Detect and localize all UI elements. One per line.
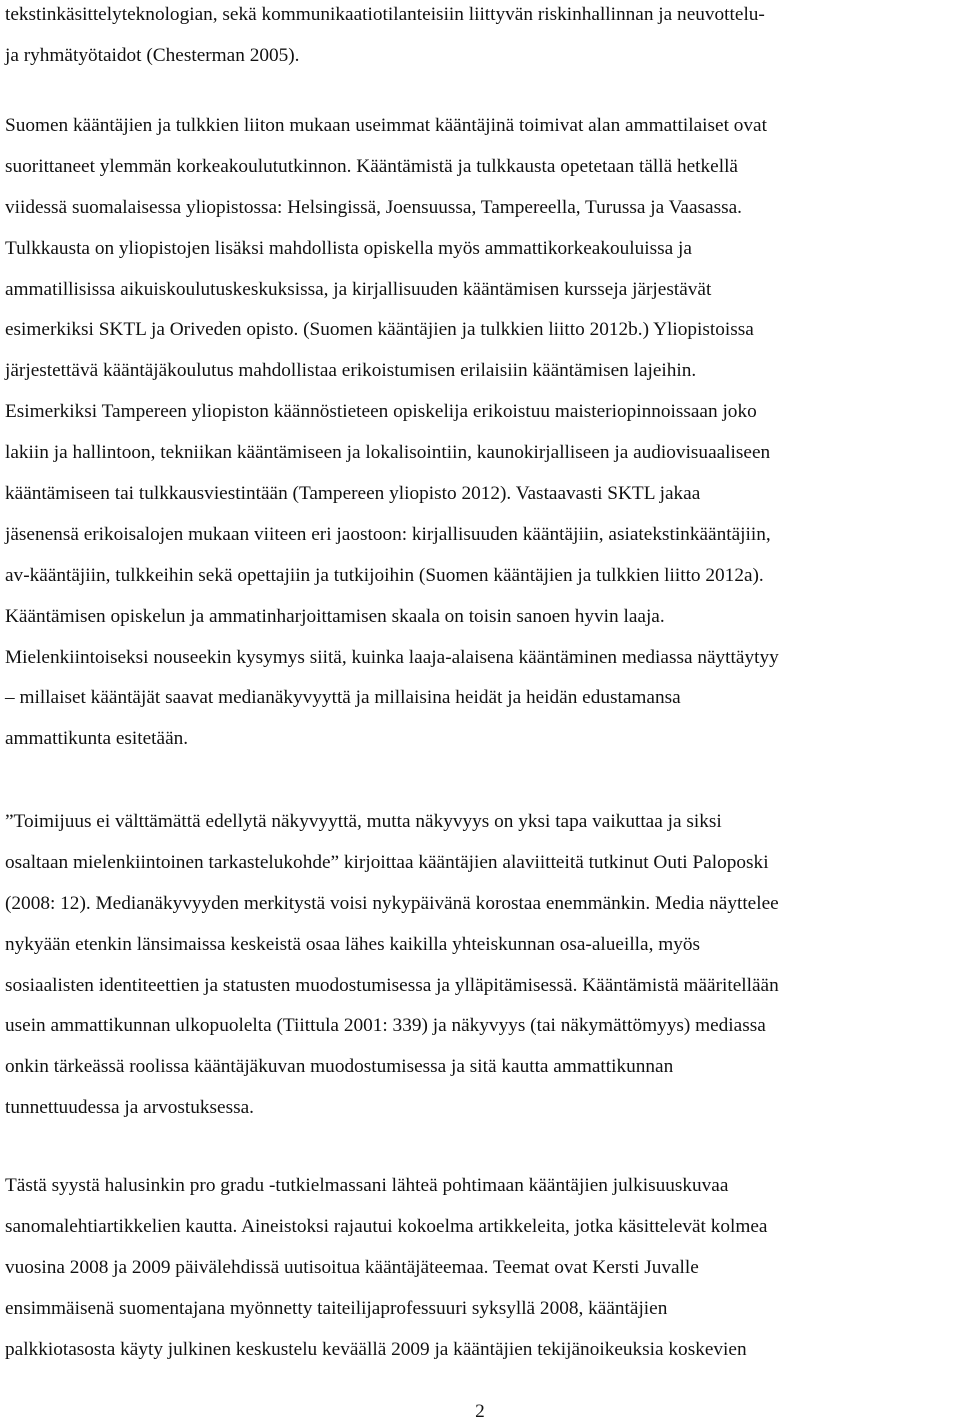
text-line: (2008: 12). Medianäkyvyyden merkitystä voisi nykypäivänä korostaa enemmänkin. Media näyttelee [5,892,779,914]
text-line: nykyään etenkin länsimaissa keskeistä osaa lähes kaikilla yhteiskunnan osa-alueilla, myös [5,933,701,955]
text-line: tunnettuudessa ja arvostuksessa. [5,1097,254,1119]
text-line: Esimerkiksi Tampereen yliopiston käännöstieteen opiskelija erikoistuu maisteriopinnoissaan joko [5,401,757,423]
paragraph-1 [5,0,957,77]
text-line: osaltaan mielenkiintoinen tarkastelukohde” kirjoittaa kääntäjien alaviitteitä tutkinut Outi Paloposki [5,851,769,873]
text-line: Tästä syystä halusinkin pro gradu -tutkielmassani lähteä pohtimaan kääntäjien julkisuuskuvaa [5,1175,729,1196]
text-line: esimerkiksi SKTL ja Oriveden opisto. (Suomen kääntäjien ja tulkkien liitto 2012b.) Yliopistoissa [5,319,754,341]
text-line: ammattikunta esitetään. [5,728,189,750]
text-line: sanomalehtiartikkelien kautta. Aineistoksi rajautui kokoelma artikkeleita, jotka käsittelevät kolmea [5,1215,768,1237]
text-line: jäsenensä erikoisalojen mukaan viiteen eri jaostoon: kirjallisuuden kääntäjiin, asiatekstinkääntäjiin, [5,523,771,545]
text-line: suorittaneet ylemmän korkeakoulututkinnon. Kääntämistä ja tulkkausta opetetaan tällä hetkellä [5,155,738,177]
text-line: Suomen kääntäjien ja tulkkien liiton mukaan useimmat kääntäjinä toimivat alan ammattilaiset ovat [5,115,767,136]
text-line: järjestettävä kääntäjäkoulutus mahdollistaa erikoistumisen erilaisiin kääntämisen lajeihin. [5,360,697,382]
paragraph-4 [5,1166,957,1370]
text-line: vuosina 2008 ja 2009 päivälehdissä uutisoitua kääntäjäteemaa. Teemat ovat Kersti Juvalle [5,1256,699,1278]
text-line: Kääntämisen opiskelun ja ammatinharjoittamisen skaala on toisin sanoen hyvin laaja. [5,605,665,627]
text-line: ammatillisissa aikuiskoulutuskeskuksissa, ja kirjallisuuden kääntämisen kursseja järjestävät [5,278,712,300]
text-line: tekstinkäsittelyteknologian, sekä kommunikaatiotilanteisiin liittyvän riskinhallinnan ja neuvottelu- [5,4,765,25]
text-line: ja ryhmätyötaidot (Chesterman 2005). [5,44,300,66]
text-line: – millaiset kääntäjät saavat medianäkyvyyttä ja millaisina heidät ja heidän edustamansa [5,687,681,709]
page-number: 2 [475,1401,485,1422]
text-line: Mielenkiintoiseksi nouseekin kysymys siitä, kuinka laaja-alaisena kääntäminen mediassa näyttäytyy [5,646,779,668]
text-line: onkin tärkeässä roolissa kääntäjäkuvan muodostumisessa ja sitä kautta ammattikunnan [5,1056,674,1078]
text-line: usein ammattikunnan ulkopuolelta (Tiittula 2001: 339) ja näkyvyys (tai näkymättömyys) mediassa [5,1015,766,1037]
text-line: av-kääntäjiin, tulkkeihin sekä opettajiin ja tutkijoihin (Suomen kääntäjien ja tulkkien liitto 2012a). [5,564,764,586]
text-line: sosiaalisten identiteettien ja statusten muodostumisessa ja ylläpitämisessä. Kääntämistä määritellään [5,974,779,996]
text-line: viidessä suomalaisessa yliopistossa: Helsingissä, Joensuussa, Tampereella, Turussa ja Vaasassa. [5,196,742,218]
text-line: lakiin ja hallintoon, tekniikan kääntämiseen ja lokalisointiin, kaunokirjalliseen ja audiovisuaaliseen [5,442,771,464]
text-line: ensimmäisenä suomentajana myönnetty taiteilijaprofessuuri syksyllä 2008, kääntäjien [5,1297,668,1319]
text-line: palkkiotasosta käyty julkinen keskustelu keväällä 2009 ja kääntäjien tekijänoikeuksia koskevien [5,1338,747,1360]
paragraph-3 [5,802,957,1129]
text-line: ”Toimijuus ei välttämättä edellytä näkyvyyttä, mutta näkyvyys on yksi tapa vaikuttaa ja siksi [5,811,722,832]
paragraph-2 [5,106,957,760]
text-line: kääntämiseen tai tulkkausviestintään (Tampereen yliopisto 2012). Vastaavasti SKTL jakaa [5,483,701,505]
text-line: Tulkkausta on yliopistojen lisäksi mahdollista opiskella myös ammattikorkeakouluissa ja [5,237,692,259]
